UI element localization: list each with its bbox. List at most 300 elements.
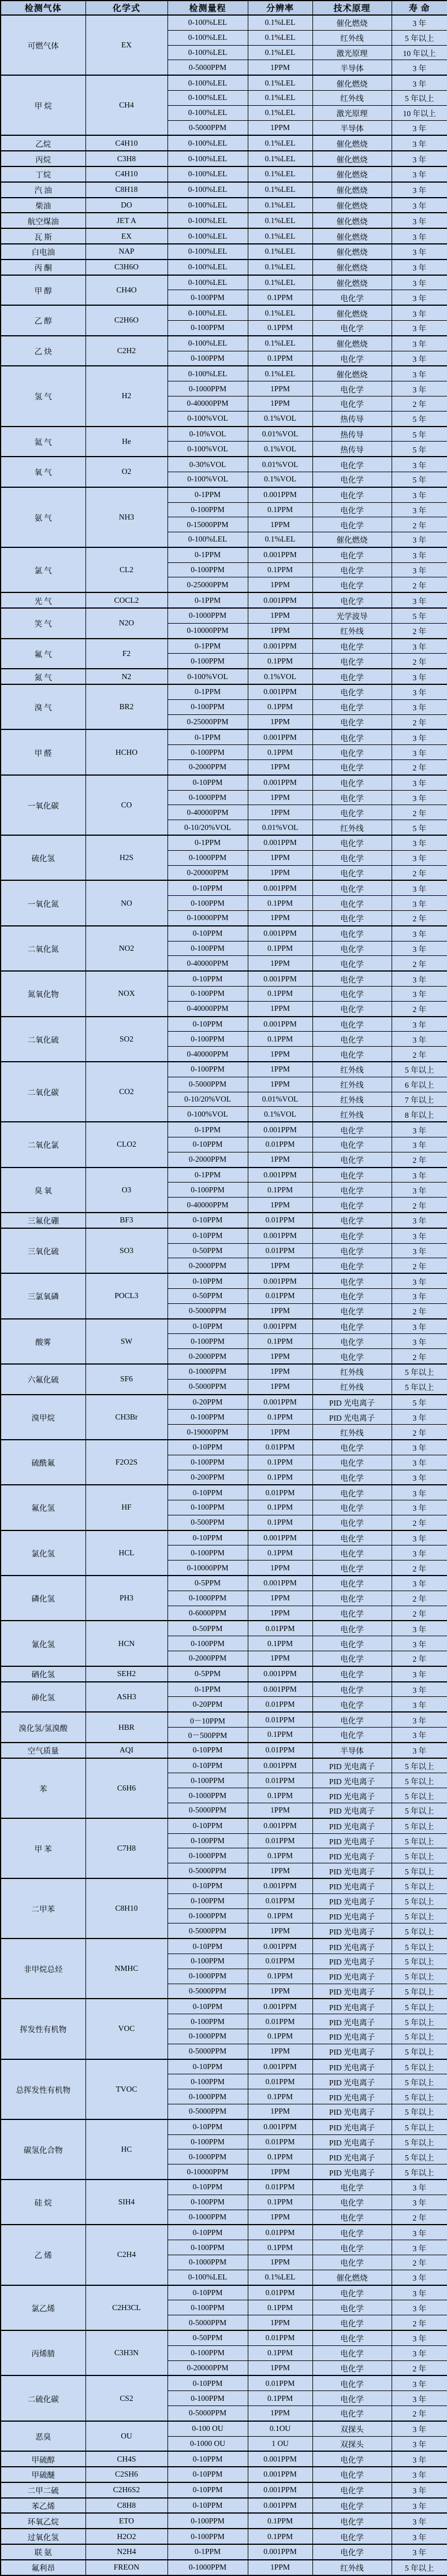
range-cell: 0-1PPM <box>167 1167 248 1183</box>
lifespan-cell: 3 年 <box>392 2513 447 2529</box>
lifespan-cell: 5 年以上 <box>392 1954 447 1969</box>
table-row <box>1 1818 447 1833</box>
principle-cell: 电化学 <box>312 562 392 577</box>
range-cell: 0-100%VOL <box>167 1107 248 1122</box>
formula-cell: AQI <box>85 1743 167 1758</box>
lifespan-cell: 2 年 <box>392 396 447 411</box>
lifespan-cell: 3 年 <box>392 502 447 517</box>
principle-cell: 热传导 <box>312 427 392 442</box>
principle-cell: 电化学 <box>312 1198 392 1213</box>
resolution-cell: 1PPM <box>248 2164 312 2180</box>
lifespan-cell: 2 年 <box>392 577 447 592</box>
range-cell: 0-1000PPM <box>167 1908 248 1923</box>
principle-cell: 电化学 <box>312 2225 392 2240</box>
principle-cell: 电化学 <box>312 1228 392 1243</box>
resolution-cell: 0.1%VOL <box>248 442 312 457</box>
range-cell: 0-100%LEL <box>167 75 248 90</box>
principle-cell: 电化学 <box>312 1167 392 1183</box>
principle-cell: 电化学 <box>312 1576 392 1591</box>
resolution-cell: 1PPM <box>248 381 312 396</box>
formula-cell: CLO2 <box>85 1122 167 1167</box>
range-cell: 0-2000PPM <box>167 1349 248 1364</box>
lifespan-cell: 3 年 <box>392 1032 447 1047</box>
range-cell: 0-100%LEL <box>167 275 248 290</box>
lifespan-cell: 3 年 <box>392 790 447 805</box>
range-cell: 0-10PPM <box>167 2482 248 2498</box>
resolution-cell: 0.1PPM <box>248 2089 312 2104</box>
resolution-cell: 0.01PPM <box>248 1773 312 1788</box>
table-row <box>1 182 447 198</box>
formula-cell: HCHO <box>85 729 167 774</box>
formula-cell: C2H6S2 <box>85 2482 167 2498</box>
table-row <box>1 1682 447 1697</box>
formula-cell: CH4S <box>85 2451 167 2467</box>
gas-name-cell: 丙烯腈 <box>1 2330 85 2375</box>
lifespan-cell: 3 年 <box>392 699 447 714</box>
range-cell: 0-100PPM <box>167 1032 248 1047</box>
lifespan-cell: 2 年 <box>392 1303 447 1318</box>
resolution-cell: 1PPM <box>248 1303 312 1318</box>
lifespan-cell: 3 年 <box>392 684 447 699</box>
formula-cell: H2 <box>85 366 167 426</box>
table-row <box>1 729 447 744</box>
principle-cell: 催化燃烧 <box>312 532 392 547</box>
table-row <box>1 457 447 472</box>
lifespan-cell: 2 年 <box>392 2210 447 2225</box>
resolution-cell: 1 OU <box>248 2436 312 2451</box>
lifespan-cell: 5 年以上 <box>392 2059 447 2074</box>
resolution-cell: 1PPM <box>248 865 312 880</box>
principle-cell: 半导体 <box>312 120 392 135</box>
range-cell: 0-1000PPM <box>167 1591 248 1606</box>
resolution-cell: 0.01PPM <box>248 1288 312 1303</box>
lifespan-cell: 5 年以上 <box>392 1878 447 1893</box>
gas-name-cell: 氢 气 <box>1 366 85 426</box>
principle-cell: 电化学 <box>312 1288 392 1303</box>
lifespan-cell: 5 年 <box>392 820 447 835</box>
resolution-cell: 0.1PPM <box>248 351 312 366</box>
principle-cell: PID 光电离子 <box>312 2134 392 2149</box>
range-cell: 0-25000PPM <box>167 714 248 729</box>
lifespan-cell: 5 年以上 <box>392 1788 447 1803</box>
resolution-cell: 0.1OU <box>248 2421 312 2436</box>
resolution-cell: 1PPM <box>248 2104 312 2119</box>
formula-cell: C3H8 <box>85 151 167 166</box>
gas-name-cell: 柴油 <box>1 198 85 213</box>
lifespan-cell: 3 年 <box>392 1500 447 1515</box>
resolution-cell: 0.1%LEL <box>248 213 312 228</box>
range-cell: 0-100%VOL <box>167 411 248 426</box>
gas-name-cell: 乙烷 <box>1 135 85 151</box>
principle-cell: 电化学 <box>312 1152 392 1167</box>
range-cell: 0-1PPM <box>167 1122 248 1137</box>
formula-cell: HCL <box>85 1530 167 1576</box>
range-cell: 0-1000PPM <box>167 2089 248 2104</box>
lifespan-cell: 3 年 <box>392 2544 447 2560</box>
resolution-cell: 1PPM <box>248 1349 312 1364</box>
table-row <box>1 971 447 986</box>
range-cell: 0-100%LEL <box>167 260 248 275</box>
formula-cell: SF6 <box>85 1364 167 1395</box>
resolution-cell: 0.001PPM <box>248 1939 312 1954</box>
range-cell: 0-10PPM <box>167 971 248 986</box>
resolution-cell: 0.01PPM <box>248 1137 312 1152</box>
principle-cell: 催化燃烧 <box>312 75 392 90</box>
range-cell: 0-1PPM <box>167 592 248 608</box>
range-cell: 0-10PPM <box>167 1743 248 1758</box>
lifespan-cell: 3 年 <box>392 745 447 760</box>
gas-name-cell: 二氧化硫 <box>1 1017 85 1062</box>
resolution-cell: 0.1PPM <box>248 987 312 1002</box>
principle-cell: 红外线 <box>312 820 392 835</box>
formula-cell: C8H18 <box>85 182 167 198</box>
gas-name-cell: 乙 炔 <box>1 336 85 366</box>
principle-cell: 催化燃烧 <box>312 151 392 166</box>
resolution-cell: 0.1PPM <box>248 1032 312 1047</box>
formula-cell: C4H10 <box>85 135 167 151</box>
principle-cell: PID 光电离子 <box>312 1999 392 2014</box>
range-cell: 0-100PPM <box>167 1500 248 1515</box>
lifespan-cell: 2 年 <box>392 654 447 669</box>
principle-cell: PID 光电离子 <box>312 1863 392 1878</box>
range-cell: 0-100PPM <box>167 699 248 714</box>
principle-cell: PID 光电离子 <box>312 1908 392 1923</box>
resolution-cell: 0.001PPM <box>248 1666 312 1682</box>
principle-cell: 电化学 <box>312 775 392 790</box>
gas-name-cell: 二甲二硫 <box>1 2482 85 2498</box>
lifespan-cell: 3 年 <box>392 1621 447 1636</box>
resolution-cell: 0.001PPM <box>248 2119 312 2134</box>
lifespan-cell: 5 年以上 <box>392 30 447 45</box>
range-cell: 0-100%LEL <box>167 213 248 228</box>
lifespan-cell: 3 年 <box>392 1712 447 1727</box>
lifespan-cell: 3 年 <box>392 1666 447 1682</box>
range-cell: 0-5000PPM <box>167 120 248 135</box>
lifespan-cell: 3 年 <box>392 2345 447 2360</box>
principle-cell: 电化学 <box>312 472 392 487</box>
resolution-cell: 1PPM <box>248 120 312 135</box>
resolution-cell: 0.01PPM <box>248 2375 312 2390</box>
resolution-cell: 0.001PPM <box>248 1122 312 1137</box>
resolution-cell: 0.1%LEL <box>248 151 312 166</box>
range-cell: 0-50PPM <box>167 1288 248 1303</box>
gas-name-cell: 总挥发性有机物 <box>1 2059 85 2119</box>
lifespan-cell: 3 年 <box>392 1410 447 1425</box>
principle-cell: 电化学 <box>312 729 392 744</box>
resolution-cell: 0.01%VOL <box>248 427 312 442</box>
lifespan-cell: 3 年 <box>392 1334 447 1349</box>
table-row <box>1 336 447 351</box>
range-cell: 0-100PPM <box>167 1410 248 1425</box>
table-row <box>1 366 447 381</box>
lifespan-cell: 3 年 <box>392 2285 447 2300</box>
resolution-cell: 0.1%LEL <box>248 15 312 30</box>
gas-name-cell: 甲硫醇 <box>1 2451 85 2467</box>
resolution-cell: 0.1PPM <box>248 2240 312 2255</box>
principle-cell: 激光原理 <box>312 45 392 60</box>
lifespan-cell: 5 年以上 <box>392 2149 447 2164</box>
gas-name-cell: 汽 油 <box>1 182 85 198</box>
range-cell: 0-2000PPM <box>167 1258 248 1273</box>
formula-cell: HBR <box>85 1712 167 1743</box>
resolution-cell: 0.001PPM <box>248 835 312 850</box>
table-row <box>1 228 447 244</box>
lifespan-cell: 3 年 <box>392 2451 447 2467</box>
range-cell: 0-1000PPM <box>167 381 248 396</box>
resolution-cell: 1PPM <box>248 1062 312 1077</box>
lifespan-cell: 3 年 <box>392 182 447 198</box>
gas-name-cell: 一氧化碳 <box>1 775 85 835</box>
principle-cell: PID 光电离子 <box>312 1969 392 1984</box>
range-cell: 0-100%LEL <box>167 532 248 547</box>
resolution-cell: 0.001PPM <box>248 1682 312 1697</box>
principle-cell: 电化学 <box>312 880 392 895</box>
lifespan-cell: 3 年 <box>392 1545 447 1561</box>
resolution-cell: 0.1PPM <box>248 320 312 335</box>
range-cell: 0-10/20%VOL <box>167 1092 248 1107</box>
formula-cell: He <box>85 427 167 457</box>
table-row <box>1 15 447 30</box>
lifespan-cell: 3 年 <box>392 198 447 213</box>
principle-cell: 电化学 <box>312 2467 392 2482</box>
formula-cell: EX <box>85 228 167 244</box>
gas-name-cell: 六氟化硫 <box>1 1364 85 1395</box>
resolution-cell: 0.1%LEL <box>248 75 312 90</box>
principle-cell: 电化学 <box>312 1712 392 1727</box>
principle-cell: PID 光电离子 <box>312 1758 392 1773</box>
range-cell: 0-50PPM <box>167 1621 248 1636</box>
table-row <box>1 213 447 228</box>
gas-name-cell: 光 气 <box>1 592 85 608</box>
lifespan-cell: 5 年 <box>392 427 447 442</box>
principle-cell: 电化学 <box>312 351 392 366</box>
gas-name-cell: 二硫化碳 <box>1 2375 85 2421</box>
formula-cell: NAP <box>85 244 167 260</box>
lifespan-cell: 5 年以上 <box>392 1863 447 1878</box>
formula-cell: O3 <box>85 1167 167 1213</box>
range-cell: 0-20PPM <box>167 1395 248 1410</box>
principle-cell: PID 光电离子 <box>312 1818 392 1833</box>
resolution-cell: 0.001PPM <box>248 547 312 562</box>
range-cell: 0-100%LEL <box>167 45 248 60</box>
principle-cell: 电化学 <box>312 1651 392 1666</box>
range-cell: 0-10PPM <box>167 1273 248 1288</box>
resolution-cell: 0.001PPM <box>248 1530 312 1545</box>
principle-cell: PID 光电离子 <box>312 2119 392 2134</box>
formula-cell: O2 <box>85 457 167 487</box>
principle-cell: PID 光电离子 <box>312 1833 392 1848</box>
gas-name-cell: 空气质量 <box>1 1743 85 1758</box>
table-row <box>1 1167 447 1183</box>
lifespan-cell: 3 年 <box>392 1213 447 1228</box>
principle-cell: 催化燃烧 <box>312 366 392 381</box>
principle-cell: 红外线 <box>312 623 392 638</box>
formula-cell: N2 <box>85 669 167 684</box>
lifespan-cell: 3 年 <box>392 2225 447 2240</box>
lifespan-cell: 2 年 <box>392 2360 447 2375</box>
resolution-cell: 0.01PPM <box>248 1440 312 1455</box>
gas-name-cell: 氟利昂 <box>1 2560 85 2575</box>
resolution-cell: 0.01PPM <box>248 2285 312 2300</box>
column-header: 检测量程 <box>167 1 248 15</box>
lifespan-cell: 2 年 <box>392 1515 447 1530</box>
header-row <box>1 1 447 15</box>
resolution-cell: 0.1PPM <box>248 502 312 517</box>
principle-cell: 电化学 <box>312 1606 392 1621</box>
principle-cell: 红外线 <box>312 1062 392 1077</box>
gas-name-cell: 甲 醛 <box>1 729 85 774</box>
resolution-cell: 1PPM <box>248 911 312 926</box>
lifespan-cell: 3 年 <box>392 775 447 790</box>
lifespan-cell: 3 年 <box>392 1017 447 1032</box>
formula-cell: CH4O <box>85 275 167 306</box>
lifespan-cell: 6 年以上 <box>392 1077 447 1092</box>
principle-cell: 催化燃烧 <box>312 198 392 213</box>
table-row <box>1 2119 447 2134</box>
principle-cell: 电化学 <box>312 835 392 850</box>
principle-cell: PID 光电离子 <box>312 2059 392 2074</box>
lifespan-cell: 2 年 <box>392 2255 447 2270</box>
principle-cell: 电化学 <box>312 1500 392 1515</box>
resolution-cell: 0.1PPM <box>248 745 312 760</box>
table-row <box>1 1530 447 1545</box>
table-row <box>1 305 447 320</box>
range-cell: 0-10PPM <box>167 2451 248 2467</box>
principle-cell: 电化学 <box>312 896 392 911</box>
resolution-cell: 0.001PPM <box>248 2482 312 2498</box>
principle-cell: 电化学 <box>312 714 392 729</box>
principle-cell: 电化学 <box>312 1728 392 1743</box>
resolution-cell: 1PPM <box>248 1606 312 1621</box>
table-row <box>1 151 447 166</box>
resolution-cell: 0.01PPM <box>248 2014 312 2029</box>
formula-cell: NOX <box>85 971 167 1016</box>
lifespan-cell: 3 年 <box>392 290 447 305</box>
range-cell: 0-10000PPM <box>167 1561 248 1576</box>
resolution-cell: 1PPM <box>248 956 312 971</box>
gas-name-cell: 二氧化碳 <box>1 1062 85 1122</box>
range-cell: 0-100PPM <box>167 502 248 517</box>
table-row <box>1 2544 447 2560</box>
lifespan-cell: 2 年 <box>392 1651 447 1666</box>
principle-cell: 电化学 <box>312 2300 392 2315</box>
formula-cell: N2O <box>85 608 167 639</box>
principle-cell: 激光原理 <box>312 105 392 120</box>
formula-cell: CH4 <box>85 75 167 135</box>
principle-cell: 催化燃烧 <box>312 275 392 290</box>
table-row <box>1 775 447 790</box>
resolution-cell: 0.001PPM <box>248 1758 312 1773</box>
range-cell: 0-100%LEL <box>167 166 248 182</box>
lifespan-cell: 3 年 <box>392 1273 447 1288</box>
principle-cell: PID 光电离子 <box>312 1788 392 1803</box>
lifespan-cell: 3 年 <box>392 1455 447 1470</box>
lifespan-cell: 3 年 <box>392 562 447 577</box>
principle-cell: 电化学 <box>312 1636 392 1651</box>
lifespan-cell: 3 年 <box>392 1743 447 1758</box>
lifespan-cell: 3 年 <box>392 305 447 320</box>
resolution-cell: 0.1PPM <box>248 654 312 669</box>
lifespan-cell: 3 年 <box>392 135 447 151</box>
lifespan-cell: 5 年 <box>392 442 447 457</box>
resolution-cell: 0.1PPM <box>248 1728 312 1743</box>
resolution-cell: 1PPM <box>248 2360 312 2375</box>
resolution-cell: 1PPM <box>248 1561 312 1576</box>
range-cell: 0-10000PPM <box>167 911 248 926</box>
gas-name-cell: 三氟化硼 <box>1 1213 85 1228</box>
formula-cell: C2SH6 <box>85 2467 167 2482</box>
resolution-cell: 1PPM <box>248 1258 312 1273</box>
lifespan-cell: 2 年 <box>392 956 447 971</box>
lifespan-cell: 3 年 <box>392 260 447 275</box>
formula-cell: C7H8 <box>85 1818 167 1878</box>
range-cell: 0-40000PPM <box>167 1198 248 1213</box>
principle-cell: 电化学 <box>312 502 392 517</box>
principle-cell: 热传导 <box>312 442 392 457</box>
lifespan-cell: 3 年 <box>392 532 447 547</box>
lifespan-cell: 3 年 <box>392 1485 447 1500</box>
column-header: 化学式 <box>85 1 167 15</box>
gas-name-cell: 氮氧化物 <box>1 971 85 1016</box>
range-cell: 0-1PPM <box>167 684 248 699</box>
range-cell: 0-5000PPM <box>167 1863 248 1878</box>
range-cell: 0-100PPM <box>167 2345 248 2360</box>
table-row <box>1 1017 447 1032</box>
resolution-cell: 1PPM <box>248 1152 312 1167</box>
formula-cell: TVOC <box>85 2059 167 2119</box>
lifespan-cell: 3 年 <box>392 1288 447 1303</box>
principle-cell: 半导体 <box>312 60 392 75</box>
table-row <box>1 2421 447 2436</box>
formula-cell: SO2 <box>85 1017 167 1062</box>
range-cell: 0-100PPM <box>167 2391 248 2406</box>
range-cell: 0-10PPM <box>167 1485 248 1500</box>
resolution-cell: 1PPM <box>248 2405 312 2421</box>
gas-name-cell: 硫化氢 <box>1 835 85 880</box>
principle-cell: 电化学 <box>312 911 392 926</box>
resolution-cell: 0.1PPM <box>248 2345 312 2360</box>
lifespan-cell: 2 年 <box>392 1198 447 1213</box>
principle-cell: PID 光电离子 <box>312 1954 392 1969</box>
principle-cell: 电化学 <box>312 1047 392 1062</box>
gas-name-cell: 氮 气 <box>1 669 85 684</box>
principle-cell: 催化燃烧 <box>312 166 392 182</box>
resolution-cell: 0.1PPM <box>248 699 312 714</box>
range-cell: 0-1PPM <box>167 639 248 654</box>
resolution-cell: 0.1PPM <box>248 2529 312 2544</box>
range-cell: 0-100PPM <box>167 1545 248 1561</box>
range-cell: 0-5000PPM <box>167 1984 248 1999</box>
range-cell: 0-100%LEL <box>167 105 248 120</box>
table-row <box>1 1712 447 1727</box>
formula-cell: NMHC <box>85 1939 167 1999</box>
lifespan-cell: 2 年 <box>392 1258 447 1273</box>
range-cell: 0-100PPM <box>167 1636 248 1651</box>
range-cell: 0-5000PPM <box>167 2405 248 2421</box>
range-cell: 0-10000PPM <box>167 2164 248 2180</box>
gas-name-cell: 氟化氢 <box>1 1485 85 1530</box>
resolution-cell: 0.1%VOL <box>248 411 312 426</box>
range-cell: 0-100PPM <box>167 745 248 760</box>
principle-cell: 电化学 <box>312 987 392 1002</box>
resolution-cell: 0.01PPM <box>248 1833 312 1848</box>
lifespan-cell: 5 年以上 <box>392 1939 447 1954</box>
resolution-cell: 1PPM <box>248 577 312 592</box>
lifespan-cell: 3 年 <box>392 669 447 684</box>
resolution-cell: 1PPM <box>248 850 312 865</box>
range-cell: 0-10%VOL <box>167 427 248 442</box>
lifespan-cell: 2 年 <box>392 1047 447 1062</box>
